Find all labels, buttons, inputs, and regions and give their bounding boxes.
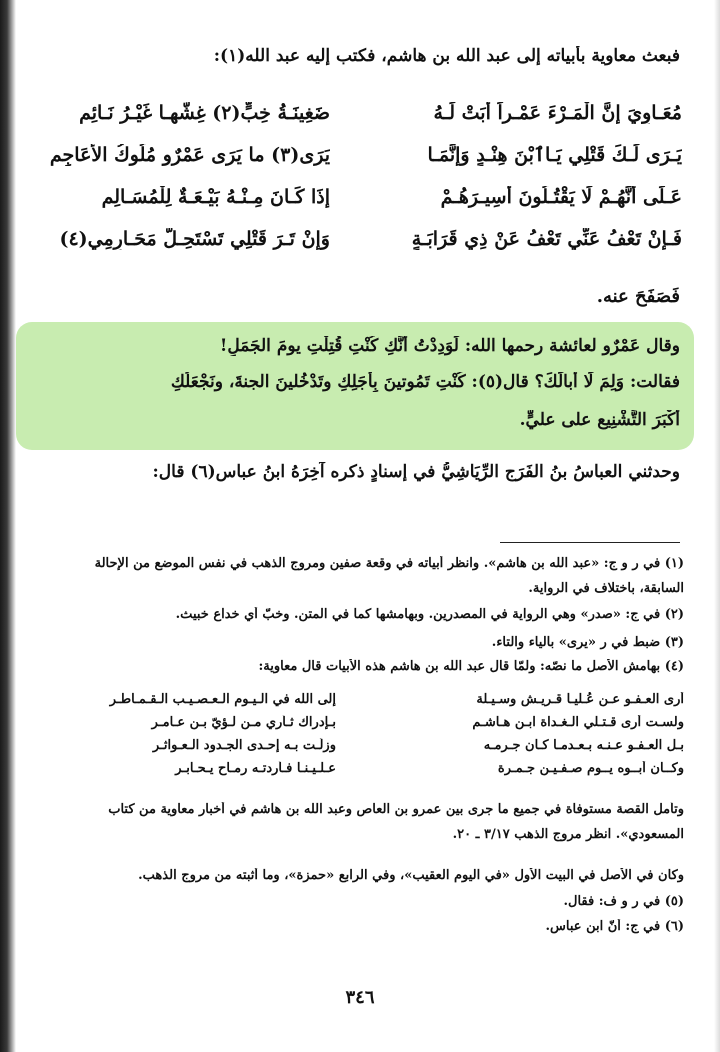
- continuation-line: وحدثني العباسُ بنُ الفَرَجِ الرِّيَاشِيُّ في إسنادٍ ذكره آخِرَهُ ابنُ عباس(٦) قال:: [152, 462, 680, 482]
- poem-verse: [30, 176, 682, 218]
- footnote-divider: [500, 542, 680, 543]
- verse-first-hemistich: بـل العـفـو عـنـه بـعـدمـا كـان جـرمـه: [483, 738, 684, 753]
- verse-second-hemistich: وَإِنْ تَـرَ قَتْلِي تَسْتَحِـلَّ مَحَـارِمِي(٤): [59, 228, 330, 250]
- verse-second-hemistich: وزلّـت بـه إحـدى الجـدود الـعـواثـر: [152, 738, 336, 753]
- poem-verse: [30, 92, 682, 134]
- verse-second-hemistich: يَرَى(٣) ما يَرَى عَمْرٌو مُلُوكُ الأَعَاجِمِ: [49, 144, 330, 166]
- footnote-4: (٤) بهامش الأصل ما نصّه: ولمّا قال عبد الله بن هاشم هذه الأبيات قال معاوية:: [258, 659, 684, 674]
- verse-second-hemistich: إِذَا كَـانَ مِـنْـهُ بَيْـعَـةٌ لِلْمُسَـالِمِ: [101, 186, 330, 208]
- highlight-line: وقال عَمْرٌو لعائشة رحمها الله: لَوَدِدْتُ أَنَّكِ كُنْتِ قُتِلْتِ يومَ الجَمَلِ!: [219, 336, 680, 356]
- verse-second-hemistich: ضَغِينَـةُ خِبٍّ(٢) غِشُّهـا غَيْـرُ نَـائِمِ: [79, 102, 330, 124]
- intro-line: فبعث معاوية بأبياته إلى عبد الله بن هاشم، فكتب إليه عبد الله(١):: [213, 46, 680, 66]
- highlight-line: أَكْبَرَ التَّشْنِيعِ على عليٍّ.: [519, 410, 680, 430]
- footnote-1: (١) في ر و ج: «عبد الله بن هاشم». وانظر أبياته في وقعة صفين ومروج الذهب في نفس الموضع من الإحالة: [94, 556, 684, 571]
- scan-edge-shadow: [0, 0, 16, 1052]
- footnote-verse: [36, 688, 684, 711]
- verse-first-hemistich: يَـرَى لَـكَ قَتْلِي يَـاٱبْنَ هِنْـدٍ وَإِنَّمَـا: [427, 144, 682, 166]
- footnote-1-continued: السابقة، باختلاف في الرواية.: [528, 581, 684, 596]
- highlight-line: فقالت: وَلِمَ لَا أَبالَكَ؟ قال(٥): كُنْتِ تَمُوتينَ بِأَجَلِكِ وتَدْخُلينَ الجنةَ، ونَجْعَلُكِ: [170, 372, 680, 392]
- footnote-variant-note: وكان في الأصل في البيت الأول «في اليوم العقيب»، وفي الرابع «حمزة»، وما أثبته من مروج الذهب.: [138, 868, 684, 883]
- footnote-6: (٦) في ج: أنّ ابن عباس.: [545, 919, 684, 934]
- verse-first-hemistich: ولسـت أرى قـتـلي الـغـداة ابـن هـاشـم: [472, 715, 684, 730]
- verse-second-hemistich: إلى الله في الـيـوم الـعـصـيـب الـقـمـاطـر: [109, 692, 336, 707]
- footnote-verse: [36, 711, 684, 734]
- verse-second-hemistich: بـإدراك ثـأري مـن لـؤيّ بـن عـامـر: [151, 715, 336, 730]
- footnote-verse: [36, 757, 684, 780]
- verse-first-hemistich: وكــان أبــوه يــوم صـفـيـن جـمـرة: [497, 761, 684, 776]
- footnote-verse: [36, 734, 684, 757]
- verse-first-hemistich: عَـلَى أَنَّهُـمْ لَا يَقْتُـلُونَ أَسِيـرَهُـمْ: [440, 186, 682, 208]
- footnote-poem: [36, 688, 684, 780]
- footnote-2: (٢) في ج: «صدر» وهي الرواية في المصدرين. وبهامشها كما في المتن. وخبّ أي خداع خبيث.: [175, 607, 684, 622]
- scan-edge-right: [714, 0, 720, 1052]
- verse-second-hemistich: عـلـيـنـا فـأردتـه رمـاح يـحـابـر: [175, 761, 336, 776]
- closing-line: فَصَفَحَ عنه.: [596, 286, 680, 307]
- poem-verse: [30, 218, 682, 260]
- verse-first-hemistich: فَـإِنْ تَعْفُ عَنِّي تَعْفُ عَنْ ذِي قَرَابَـةٍ: [411, 228, 682, 250]
- footnote-3: (٣) ضبط في ر «يرى» بالياء والتاء.: [491, 635, 684, 650]
- poem-verse: [30, 134, 682, 176]
- footnote-5: (٥) في ر و ف: فقال.: [563, 894, 684, 909]
- verse-first-hemistich: أرى العـفـو عـن عُـليـا قـريـش وسـيـلة: [476, 692, 684, 707]
- verse-first-hemistich: مُعَـاوِيَ إنَّ الْمَـرْءَ عَمْـراً أَبَتْ لَـهُ: [433, 102, 682, 124]
- footnote-note: المسعودي». انظر مروج الذهب ٣/١٧ ـ ٢٠.: [452, 827, 684, 842]
- page-number: ٣٤٦: [345, 987, 375, 1008]
- poem-block: [30, 92, 682, 260]
- footnote-note: وتأمل القصة مستوفاة في جميع ما جرى بين عمرو بن العاص وعبد الله بن هاشم في أخبار معاوية من كتاب: [108, 802, 684, 817]
